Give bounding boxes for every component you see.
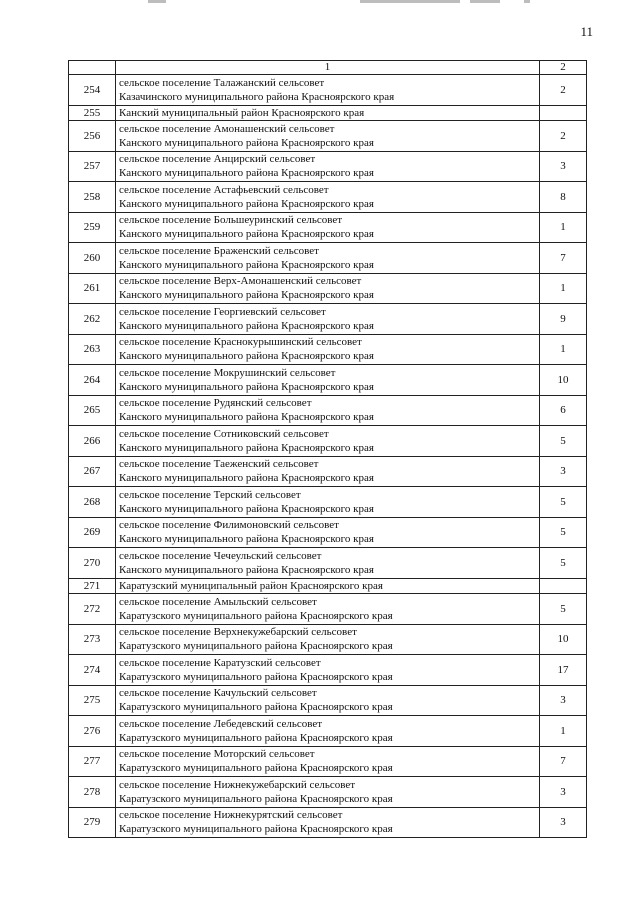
table-row xyxy=(69,395,587,426)
row-name-line2: Каратузского муниципального района Красноярского края xyxy=(119,670,393,683)
row-name-line2: Канского муниципального района Красноярского края xyxy=(119,472,374,485)
row-number-cell: 258 xyxy=(69,182,116,213)
row-name-line2: Каратузского муниципального района Красноярского края xyxy=(119,609,393,622)
row-value-cell: 5 xyxy=(540,426,587,457)
row-name-line1: сельское поселение Лебедевский сельсовет xyxy=(119,717,323,730)
row-value-cell: 6 xyxy=(540,395,587,426)
row-number-cell: 264 xyxy=(69,365,116,396)
row-value-cell: 3 xyxy=(540,777,587,808)
row-value-cell: 7 xyxy=(540,746,587,777)
row-name-line1: сельское поселение Каратузский сельсовет xyxy=(119,656,321,669)
row-name-line2: Канского муниципального района Красноярского края xyxy=(119,167,374,180)
row-value-cell xyxy=(540,578,587,594)
row-name-line1: сельское поселение Амыльский сельсовет xyxy=(119,595,317,608)
header-value-cell: 2 xyxy=(540,61,587,75)
row-name-line1: сельское поселение Нижнекурятский сельсовет xyxy=(119,809,343,822)
row-name-line1: сельское поселение Качульский сельсовет xyxy=(119,687,317,700)
row-name-cell xyxy=(116,716,540,747)
row-name-line2: Каратузского муниципального района Красноярского края xyxy=(119,762,393,775)
table-row xyxy=(69,304,587,335)
row-name-line2: Канского муниципального района Красноярского края xyxy=(119,197,374,210)
row-number-cell: 269 xyxy=(69,517,116,548)
table-row xyxy=(69,334,587,365)
row-name-line1: сельское поселение Большеуринский сельсовет xyxy=(119,214,343,227)
row-number-cell: 257 xyxy=(69,151,116,182)
row-name-line2: Канского муниципального района Красноярского края xyxy=(119,319,374,332)
row-name-line1: сельское поселение Верхнекужебарский сельсовет xyxy=(119,626,357,639)
row-value-cell: 5 xyxy=(540,548,587,579)
scan-artifact xyxy=(360,0,460,3)
table-row xyxy=(69,578,587,594)
row-name-line2: Канского муниципального района Красноярского края xyxy=(119,136,374,149)
row-number-cell: 279 xyxy=(69,807,116,838)
table-row xyxy=(69,716,587,747)
table-row xyxy=(69,685,587,716)
row-value-cell: 3 xyxy=(540,807,587,838)
row-value-cell: 2 xyxy=(540,121,587,152)
table-row xyxy=(69,182,587,213)
row-name-line2: Канского муниципального района Красноярского края xyxy=(119,258,374,271)
row-value-cell: 5 xyxy=(540,487,587,518)
row-number-cell: 278 xyxy=(69,777,116,808)
row-name-line1: сельское поселение Мокрушинский сельсовет xyxy=(119,366,336,379)
row-name-line2: Канского муниципального района Красноярского края xyxy=(119,228,374,241)
row-name-line2: Канского муниципального района Красноярского края xyxy=(119,563,374,576)
page-number: 11 xyxy=(580,24,593,39)
row-name-cell xyxy=(116,182,540,213)
row-name-line1: сельское поселение Таеженский сельсовет xyxy=(119,458,319,471)
row-number-cell: 276 xyxy=(69,716,116,747)
row-value-cell: 10 xyxy=(540,624,587,655)
table-row xyxy=(69,365,587,396)
row-name-line1: сельское поселение Талажанский сельсовет xyxy=(119,76,325,89)
row-number-cell: 274 xyxy=(69,655,116,686)
table-row xyxy=(69,243,587,274)
row-value-cell: 5 xyxy=(540,517,587,548)
row-name-line2: Каратузского муниципального района Красноярского края xyxy=(119,792,393,805)
row-name-cell xyxy=(116,151,540,182)
row-name-line1: сельское поселение Сотниковский сельсовет xyxy=(119,427,329,440)
row-name-line1: сельское поселение Браженский сельсовет xyxy=(119,244,319,257)
row-number-cell: 256 xyxy=(69,121,116,152)
table-row xyxy=(69,807,587,838)
table-row xyxy=(69,105,587,121)
header-name-cell: 1 xyxy=(116,61,540,75)
row-name-cell xyxy=(116,624,540,655)
row-name-line1: Каратузский муниципальный район Красноярского края xyxy=(119,579,383,592)
table-row xyxy=(69,624,587,655)
row-number-cell: 272 xyxy=(69,594,116,625)
row-name-line1: сельское поселение Амонашенский сельсовет xyxy=(119,122,335,135)
row-name-line1: сельское поселение Верх-Амонашенский сельсовет xyxy=(119,275,362,288)
row-value-cell: 3 xyxy=(540,685,587,716)
row-value-cell: 1 xyxy=(540,273,587,304)
scan-artifact xyxy=(148,0,166,3)
row-name-cell xyxy=(116,456,540,487)
table-row xyxy=(69,121,587,152)
row-number-cell: 270 xyxy=(69,548,116,579)
row-value-cell: 5 xyxy=(540,594,587,625)
table-row xyxy=(69,746,587,777)
row-name-cell xyxy=(116,395,540,426)
table-row xyxy=(69,594,587,625)
row-number-cell: 265 xyxy=(69,395,116,426)
row-value-cell: 1 xyxy=(540,334,587,365)
row-value-cell: 10 xyxy=(540,365,587,396)
row-value-cell: 1 xyxy=(540,716,587,747)
table-body xyxy=(69,61,587,838)
row-name-cell xyxy=(116,304,540,335)
row-name-cell xyxy=(116,105,540,121)
row-name-line2: Канского муниципального района Красноярского края xyxy=(119,441,374,454)
row-value-cell xyxy=(540,105,587,121)
row-number-cell: 266 xyxy=(69,426,116,457)
row-value-cell: 7 xyxy=(540,243,587,274)
row-name-line1: Канский муниципальный район Красноярского края xyxy=(119,106,365,119)
row-number-cell: 263 xyxy=(69,334,116,365)
table-row xyxy=(69,212,587,243)
row-name-cell xyxy=(116,273,540,304)
row-value-cell: 3 xyxy=(540,456,587,487)
row-name-cell xyxy=(116,685,540,716)
row-name-cell xyxy=(116,746,540,777)
row-number-cell: 267 xyxy=(69,456,116,487)
row-name-cell xyxy=(116,121,540,152)
row-name-cell xyxy=(116,807,540,838)
row-number-cell: 271 xyxy=(69,578,116,594)
row-name-line1: сельское поселение Астафьевский сельсовет xyxy=(119,183,329,196)
table-row xyxy=(69,273,587,304)
table-header-row xyxy=(69,61,587,75)
row-name-cell xyxy=(116,243,540,274)
row-name-line1: сельское поселение Филимоновский сельсовет xyxy=(119,519,339,532)
row-name-cell xyxy=(116,777,540,808)
row-name-cell xyxy=(116,578,540,594)
row-number-cell: 268 xyxy=(69,487,116,518)
row-value-cell: 1 xyxy=(540,212,587,243)
row-number-cell: 275 xyxy=(69,685,116,716)
row-name-line1: сельское поселение Рудянский сельсовет xyxy=(119,397,312,410)
row-name-line1: сельское поселение Анцирский сельсовет xyxy=(119,153,316,166)
table-row xyxy=(69,777,587,808)
row-value-cell: 2 xyxy=(540,75,587,106)
row-name-line2: Канского муниципального района Красноярского края xyxy=(119,350,374,363)
row-name-line2: Канского муниципального района Красноярского края xyxy=(119,502,374,515)
scan-artifact xyxy=(524,0,530,3)
row-number-cell: 255 xyxy=(69,105,116,121)
row-name-cell xyxy=(116,75,540,106)
row-name-cell xyxy=(116,517,540,548)
row-name-line1: сельское поселение Терский сельсовет xyxy=(119,488,301,501)
row-name-line1: сельское поселение Георгиевский сельсовет xyxy=(119,305,326,318)
row-name-line2: Канского муниципального района Красноярского края xyxy=(119,289,374,302)
row-name-cell xyxy=(116,548,540,579)
row-number-cell: 260 xyxy=(69,243,116,274)
row-name-line2: Казачинского муниципального района Красноярского края xyxy=(119,90,395,103)
row-value-cell: 17 xyxy=(540,655,587,686)
row-name-line2: Каратузского муниципального района Красноярского края xyxy=(119,823,393,836)
row-number-cell: 262 xyxy=(69,304,116,335)
row-value-cell: 9 xyxy=(540,304,587,335)
table-row xyxy=(69,75,587,106)
row-name-cell xyxy=(116,655,540,686)
row-name-cell xyxy=(116,334,540,365)
table-row xyxy=(69,151,587,182)
row-name-line1: сельское поселение Краснокурышинский сельсовет xyxy=(119,336,362,349)
row-name-line2: Канского муниципального района Красноярского края xyxy=(119,533,374,546)
row-number-cell: 261 xyxy=(69,273,116,304)
row-name-line2: Каратузского муниципального района Красноярского края xyxy=(119,640,393,653)
row-number-cell: 273 xyxy=(69,624,116,655)
header-num-cell xyxy=(69,61,116,75)
row-name-line1: сельское поселение Чечеульский сельсовет xyxy=(119,549,322,562)
table-row xyxy=(69,548,587,579)
row-name-cell xyxy=(116,365,540,396)
row-number-cell: 277 xyxy=(69,746,116,777)
row-number-cell: 259 xyxy=(69,212,116,243)
table-row xyxy=(69,487,587,518)
row-value-cell: 8 xyxy=(540,182,587,213)
row-name-cell xyxy=(116,426,540,457)
row-name-line2: Каратузского муниципального района Красноярского края xyxy=(119,731,393,744)
table-row xyxy=(69,426,587,457)
scan-artifact xyxy=(470,0,500,3)
municipal-table xyxy=(68,60,587,838)
table-row xyxy=(69,456,587,487)
row-name-cell xyxy=(116,212,540,243)
table-row xyxy=(69,517,587,548)
table-row xyxy=(69,655,587,686)
row-name-cell xyxy=(116,487,540,518)
row-name-line1: сельское поселение Нижнекужебарский сельсовет xyxy=(119,778,356,791)
row-name-line2: Канского муниципального района Красноярского края xyxy=(119,380,374,393)
row-name-line2: Каратузского муниципального района Красноярского края xyxy=(119,701,393,714)
row-value-cell: 3 xyxy=(540,151,587,182)
row-name-line2: Канского муниципального района Красноярского края xyxy=(119,411,374,424)
row-name-cell xyxy=(116,594,540,625)
row-number-cell: 254 xyxy=(69,75,116,106)
row-name-line1: сельское поселение Моторский сельсовет xyxy=(119,748,315,761)
